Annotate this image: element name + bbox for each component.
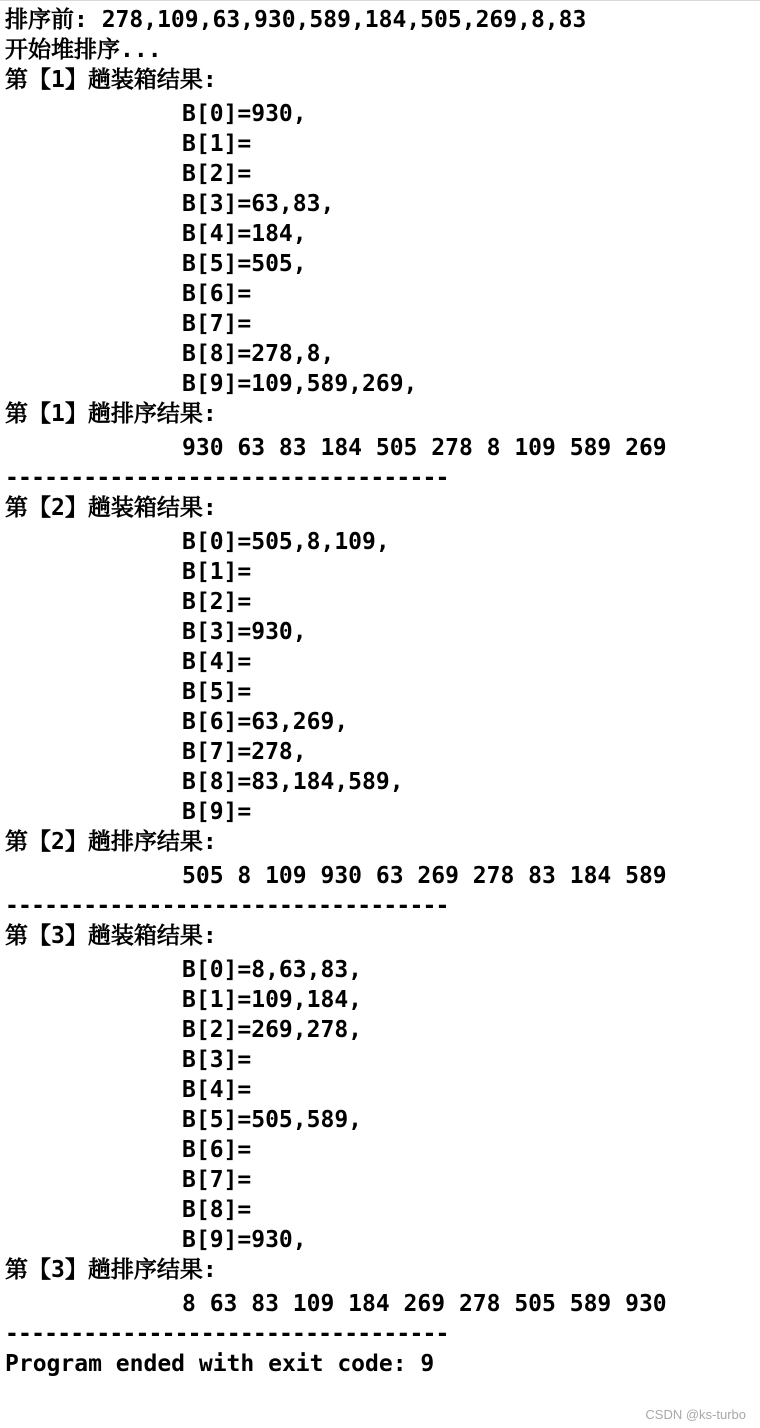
pass-2-bucket-4: B[4]= [182,649,252,675]
pass-2-bucket-6: B[6]=63,269, [182,709,349,735]
pass-2-bucket-9: B[9]= [182,799,252,825]
pass-3-bucket-5: B[5]=505,589, [182,1107,363,1133]
pass-2-bucket-7: B[7]=278, [182,739,307,765]
pass-3-bucket-3: B[3]= [182,1047,252,1073]
pass-3-bucket-9: B[9]=930, [182,1227,307,1253]
pass-1-bucket-5: B[5]=505, [182,251,307,277]
pass-1-bucket-6: B[6]= [182,281,252,307]
pass-1-bucket-0: B[0]=930, [182,101,307,127]
pass-1-bucket-1: B[1]= [182,131,252,157]
pass-1-bucket-header: 第【1】趟装箱结果: [5,67,217,93]
pass-1-result: 930 63 83 184 505 278 8 109 589 269 [182,435,667,461]
pass-3-bucket-header: 第【3】趟装箱结果: [5,923,217,949]
pass-1-bucket-7: B[7]= [182,311,252,337]
pass-3-bucket-0: B[0]=8,63,83, [182,957,363,983]
pass-3-result: 8 63 83 109 184 269 278 505 589 930 [182,1291,667,1317]
pass-3-bucket-4: B[4]= [182,1077,252,1103]
pass-2-bucket-8: B[8]=83,184,589, [182,769,404,795]
pass-2-bucket-2: B[2]= [182,589,252,615]
line-start: 开始堆排序... [5,37,162,63]
pass-1-sort-header: 第【1】趟排序结果: [5,401,217,427]
pass-3-bucket-2: B[2]=269,278, [182,1017,363,1043]
pass-2-bucket-0: B[0]=505,8,109, [182,529,390,555]
line-before: 排序前: 278,109,63,930,589,184,505,269,8,83 [5,7,587,33]
pass-2-sort-header: 第【2】趟排序结果: [5,829,217,855]
pass-2-bucket-5: B[5]= [182,679,252,705]
pass-1-bucket-4: B[4]=184, [182,221,307,247]
pass-3-bucket-1: B[1]=109,184, [182,987,363,1013]
pass-3-bucket-7: B[7]= [182,1167,252,1193]
pass-2-separator: ---------------------------------- [5,893,449,919]
pass-1-bucket-2: B[2]= [182,161,252,187]
watermark: CSDN @ks-turbo [645,1407,746,1422]
pass-2-bucket-3: B[3]=930, [182,619,307,645]
pass-2-bucket-header: 第【2】趟装箱结果: [5,495,217,521]
console-output[interactable] [5,5,760,1379]
pass-3-sort-header: 第【3】趟排序结果: [5,1257,217,1283]
pass-1-bucket-9: B[9]=109,589,269, [182,371,418,397]
pass-3-separator: ---------------------------------- [5,1321,449,1347]
pass-2-bucket-1: B[1]= [182,559,252,585]
pass-1-bucket-8: B[8]=278,8, [182,341,335,367]
pass-3-bucket-6: B[6]= [182,1137,252,1163]
pass-1-separator: ---------------------------------- [5,465,449,491]
exit-message: Program ended with exit code: 9 [5,1351,435,1377]
pass-2-result: 505 8 109 930 63 269 278 83 184 589 [182,863,667,889]
pass-1-bucket-3: B[3]=63,83, [182,191,335,217]
pass-3-bucket-8: B[8]= [182,1197,252,1223]
